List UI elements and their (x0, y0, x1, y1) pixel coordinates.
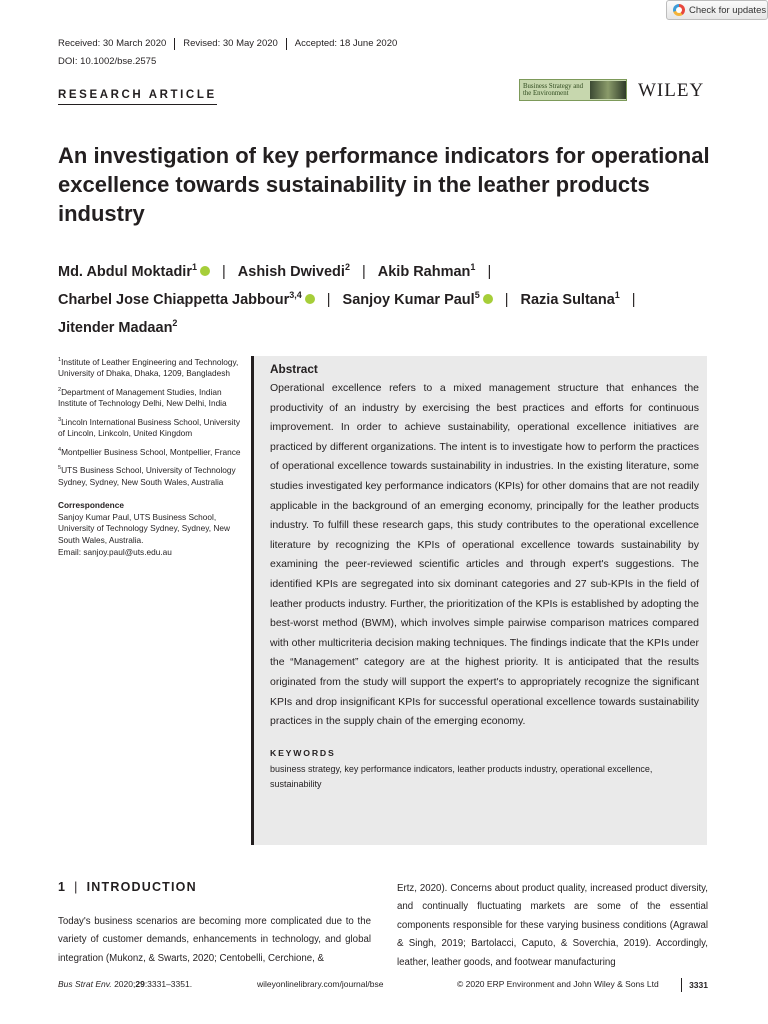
page-number: 3331 (681, 978, 708, 992)
body-text-right: Ertz, 2020). Concerns about product quality, increased product diversity, and continually fluctuating markets are some of the essential components responsible for these varying business conditions (Agrawal & Singh, 2019; Bartolacci, Caputo, & Soverchia, 2019). Accordingly, leather, leather goods, and footwear manufacturing (397, 883, 708, 968)
affiliation: $^5$UTS Business School, University of Technology Sydney, Sydney, New South Wales, Australia (58, 464, 236, 487)
article-type: RESEARCH ARTICLE (58, 89, 217, 105)
journal-url[interactable]: wileyonlinelibrary.com/journal/bse (257, 979, 384, 989)
body-text-left: Today's business scenarios are becoming more complicated due to the variety of customer demands, enhancements in technology, and global integration (Mukonz, & Swarts, 2020; Centobelli, Cerchione, & (58, 916, 371, 964)
correspondence-text: Sanjoy Kumar Paul, UTS Business School, University of Technology Sydney, Sydney, New South Wales, Australia. (58, 511, 231, 545)
author[interactable]: Md. Abdul Moktadir$^1$ (58, 264, 210, 280)
orcid-icon[interactable] (305, 294, 315, 304)
doi[interactable]: DOI: 10.1002/bse.2575 (58, 56, 157, 67)
author[interactable]: Akib Rahman$^1$ (377, 262, 476, 280)
correspondence-email[interactable]: Email: sanjoy.paul@uts.edu.au (58, 546, 172, 557)
keywords-heading: KEYWORDS (270, 747, 336, 758)
affiliation: $^3$Lincoln International Business School, University of Lincoln, Linkcoln, United Kingdom (58, 416, 241, 439)
orcid-icon[interactable] (483, 294, 493, 304)
publisher-logo: WILEY (638, 80, 705, 101)
abstract-body: Operational excellence refers to a mixed management structure that enhances the productivity of an industry by exercising the best practices and efforts for continuous improvement. In order to achieve sustainability, operational excellence initiatives are practiced by different organizations. The intent is to investigate how to perform the practices of operational excellence towards sustainability in industries. In the existing literature, some studies investigated key performance indicators (KPIs) for other domains that are not readily applicable in the background of an emerging economy, principally for the leather products industry. To fulfill these research gaps, this study contributes to the operational excellence literature by recognizing the KPIs of operational excellence towards sustainability by examining the peer-reviewed scientific articles and through expert's suggestions. The identified KPIs are segregated into six dominant categories and 27 sub-KPIs in the field of leather products industry. Further, the prioritization of the KPIs is established by adopting the best-worst method (BWM), which involves simple pairwise comparison matrices compared with other multicriteria decision making techniques. The findings indicate that the KPIs under the “Management” category are at the highest priority. It is anticipated that the results originated from the study will support the expert's to appropriately recognize the significant KPIs and drop insignificant KPIs for successful operational excellence towards sustainability practices in the supply chain of the emerging economy. (270, 382, 699, 728)
check-for-updates-button[interactable] (666, 0, 768, 20)
received-date: Received: 30 March 2020 (58, 38, 167, 49)
author[interactable]: Sanjoy Kumar Paul$^5$ (343, 292, 493, 308)
accepted-date: Accepted: 18 June 2020 (286, 38, 405, 50)
affiliation: $^1$Institute of Leather Engineering and Technology, University of Dhaka, Dhaka, 1209, Bangladesh (58, 356, 239, 379)
page-footer (58, 979, 708, 993)
abstract-box (251, 356, 707, 845)
revised-date: Revised: 30 May 2020 (174, 38, 286, 50)
section-heading: 1 | INTRODUCTION (58, 880, 197, 894)
abstract-heading: Abstract (270, 362, 318, 376)
section-title: INTRODUCTION (86, 880, 197, 894)
check-for-updates-label: Check for updates (689, 4, 767, 16)
journal-logo-text: Business Strategy and the Environment (523, 83, 584, 97)
journal-logo-image (590, 81, 626, 99)
affiliation: $^4$Montpellier Business School, Montpellier, France (58, 446, 241, 457)
journal-logo (519, 79, 627, 101)
citation: Bus Strat Env. 2020;29:3331–3351. (58, 979, 193, 989)
copyright: © 2020 ERP Environment and John Wiley & Sons Ltd (457, 979, 659, 989)
correspondence-heading: Correspondence (58, 500, 124, 511)
affiliation: $^2$Department of Management Studies, Indian Institute of Technology Delhi, New Delhi, India (58, 386, 227, 409)
author[interactable]: Jitender Madaan$^2$ (58, 318, 178, 337)
affiliations (58, 355, 244, 558)
author[interactable]: Ashish Dwivedi$^2$ (237, 262, 350, 280)
article-title: An investigation of key performance indicators for operational excellence towards sustainability in the leather products industry (58, 143, 710, 226)
keywords: business strategy, key performance indicators, leather products industry, operational excellence, sustainability (270, 763, 653, 789)
author[interactable]: Charbel Jose Chiappetta Jabbour$^{3,4}$ (58, 292, 315, 308)
author-list: Md. Abdul Moktadir$^1$ | Ashish Dwivedi$^2$ | Akib Rahman$^1$ | Charbel Jose Chiappetta Jabbour$^{3,4}$ | Sanjoy Kumar Paul$^5$ | Razia Sultana$^1$ | Jitender Madaan$^2$ (58, 262, 636, 337)
section-number: 1 (58, 880, 67, 894)
author[interactable]: Razia Sultana$^1$ (520, 290, 620, 309)
orcid-icon[interactable] (200, 266, 210, 276)
article-dates (58, 38, 405, 50)
crossmark-icon (673, 4, 685, 16)
